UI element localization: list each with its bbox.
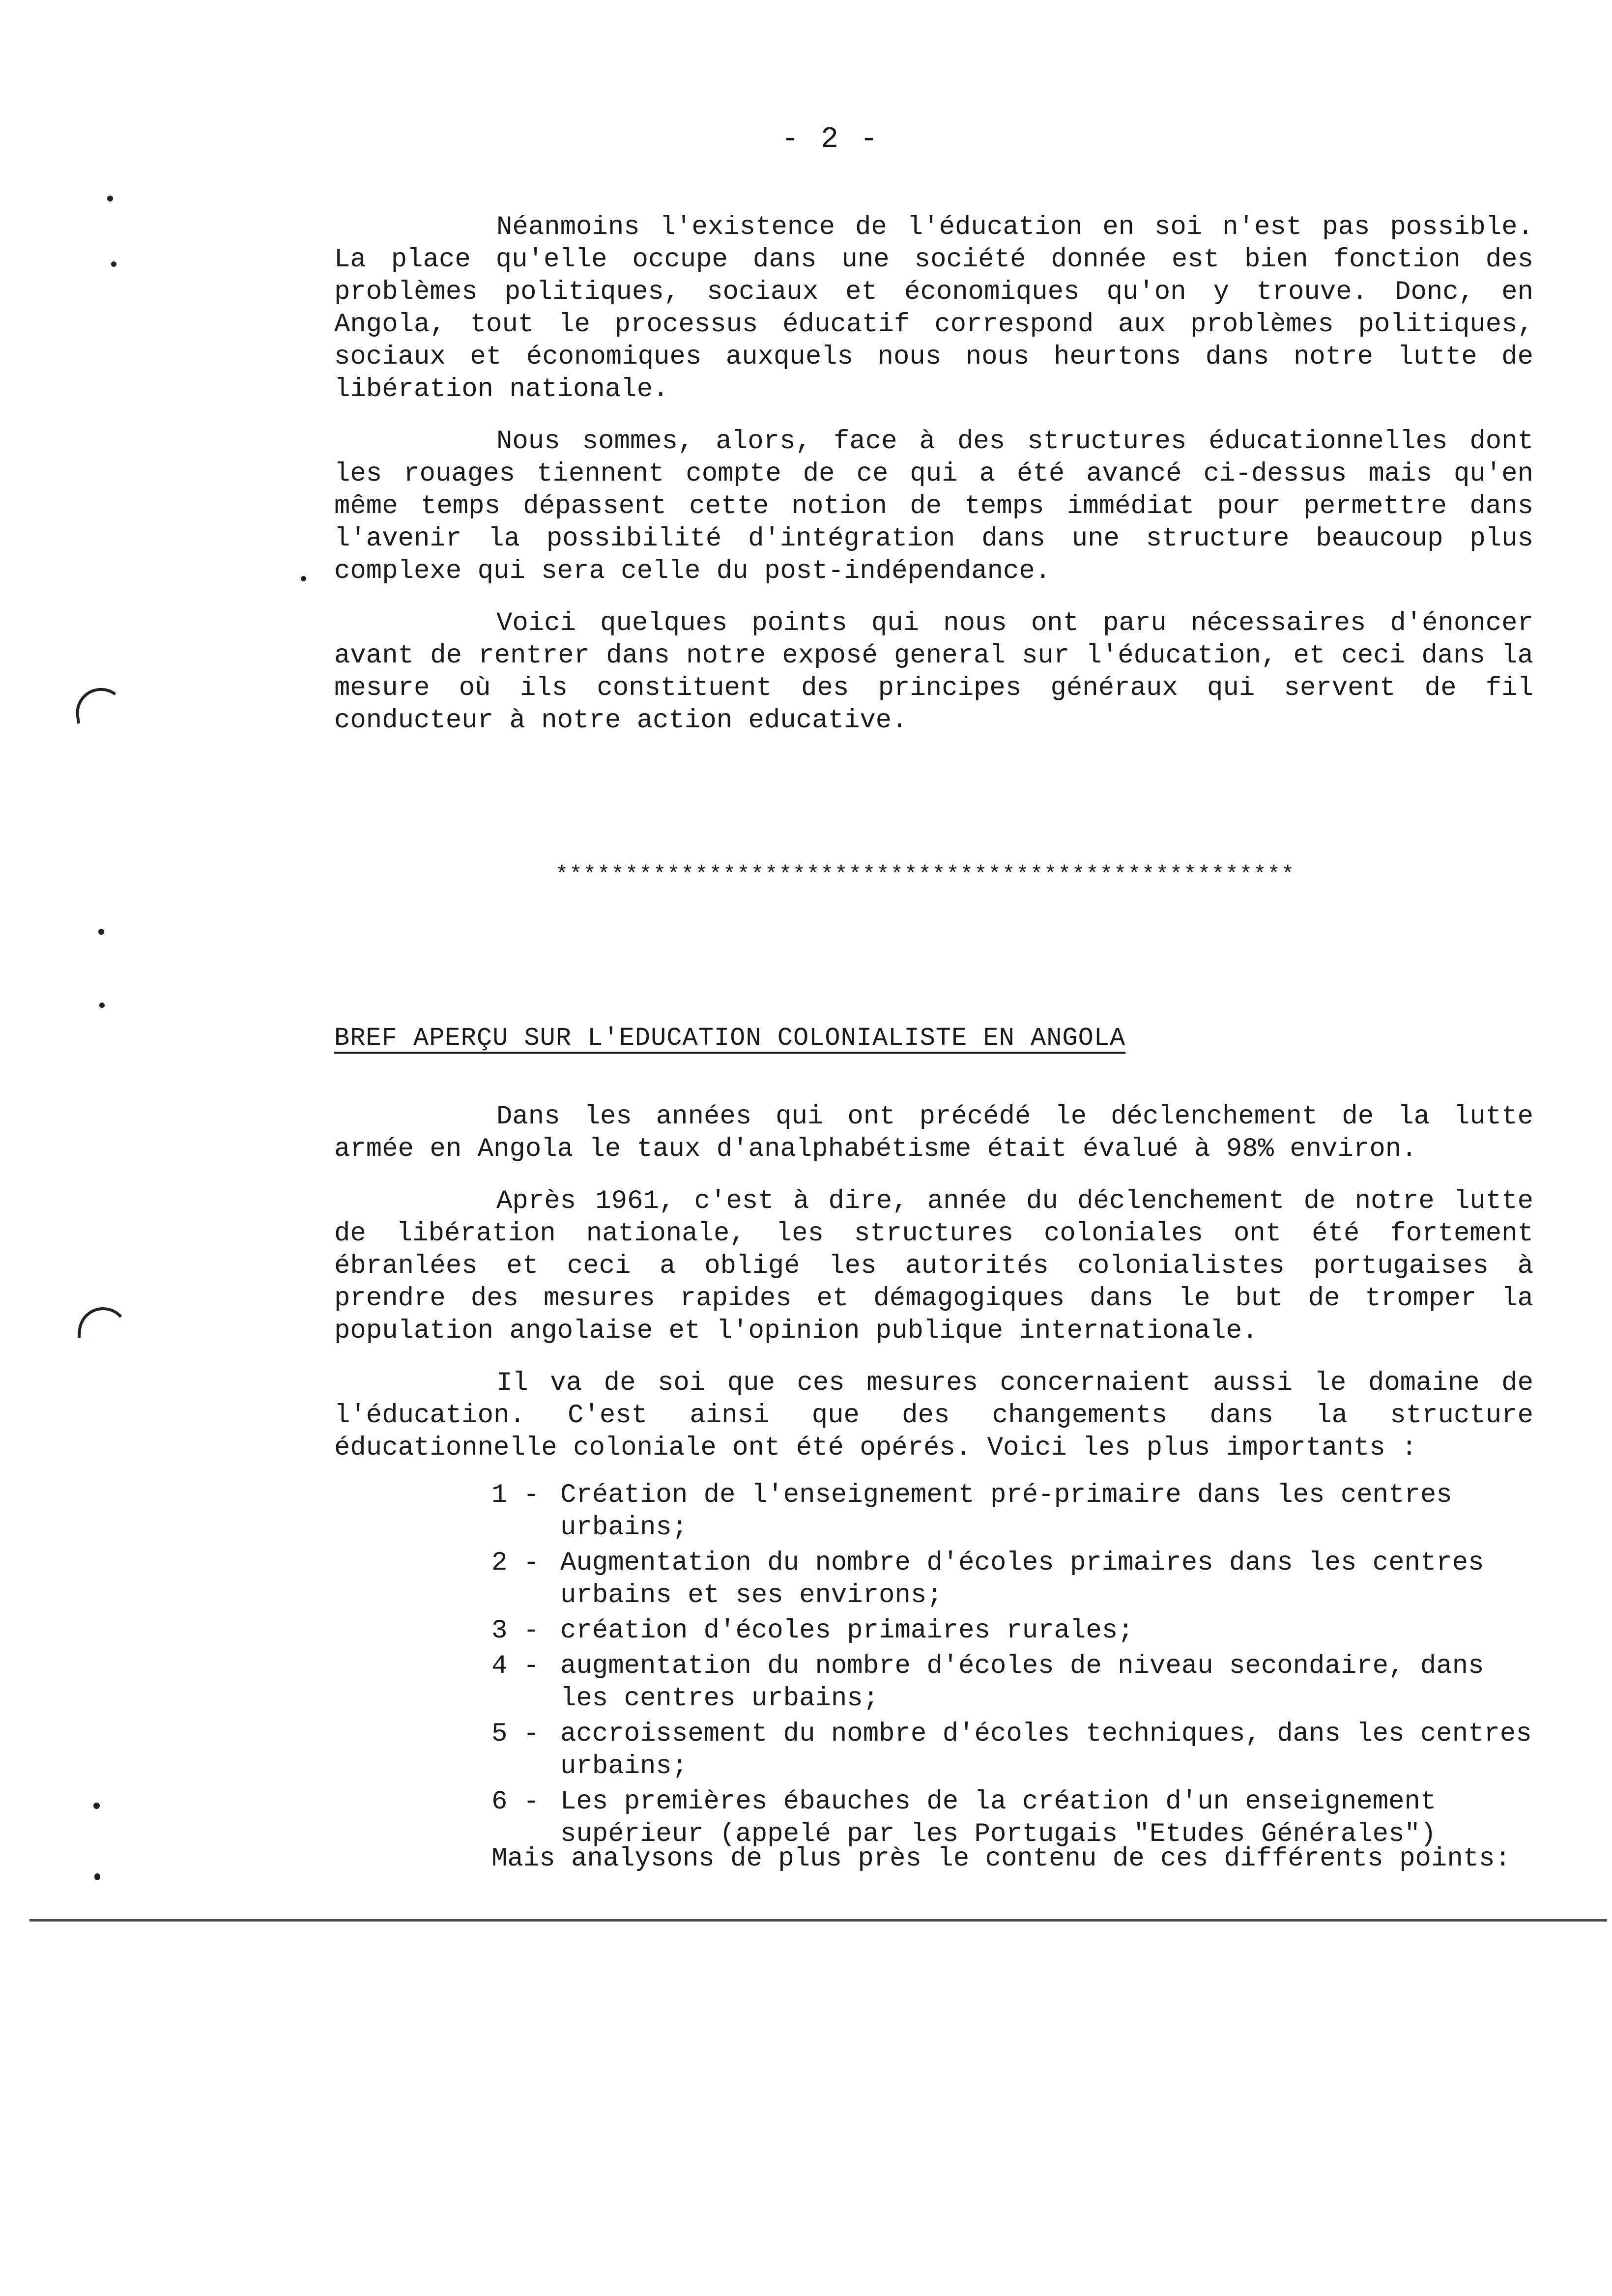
section-paragraph-1: Dans les années qui ont précédé le déclenchement de la lutte armée en Angola le taux d'analphabétisme était évalué à 98% environ. — [334, 1102, 1533, 1164]
list-item-text: Les premières ébauches de la création d'un enseignement supérieur (appelé par les Portugais "Etudes Générales") — [560, 1787, 1437, 1849]
section-text — [334, 1101, 1533, 1464]
list-item-text: Augmentation du nombre d'écoles primaires dans les centres urbains et ses environs; — [560, 1548, 1484, 1610]
margin-dot — [93, 1803, 100, 1809]
list-item — [491, 1718, 1533, 1783]
margin-dot — [99, 1003, 105, 1008]
section-title: BREF APERÇU SUR L'EDUCATION COLONIALISTE EN ANGOLA — [334, 1024, 1126, 1053]
list-item-text: Création de l'enseignement pré-primaire dans les centres urbains; — [560, 1480, 1452, 1543]
list-item-text: augmentation du nombre d'écoles de niveau secondaire, dans les centres urbains; — [560, 1651, 1484, 1714]
margin-dot — [301, 576, 306, 581]
list-item-number: 6 - — [491, 1787, 540, 1817]
margin-arc-mark — [73, 685, 127, 724]
bottom-rule — [29, 1919, 1607, 1922]
list-item — [491, 1479, 1533, 1544]
measures-list — [491, 1479, 1533, 1854]
margin-dot — [98, 929, 104, 935]
margin-arc-mark — [78, 1306, 130, 1342]
intro-paragraph-3: Voici quelques points qui nous ont paru nécessaires d'énoncer avant de rentrer dans notre exposé general sur l'éducation, et ceci dans la mesure où ils constituent des principes généraux qui servent de fil conducteur à notre action educative. — [334, 608, 1533, 736]
list-item-text: accroissement du nombre d'écoles techniques, dans les centres urbains; — [560, 1719, 1532, 1781]
margin-dot — [94, 1873, 100, 1880]
closing-line: Mais analysons de plus près le contenu de ces différents points: — [491, 1844, 1511, 1874]
intro-paragraph-1: Néanmoins l'existence de l'éducation en soi n'est pas possible. La place qu'elle occupe dans une société donnée est bien fonction des problèmes politiques, sociaux et économiques qu'on y trouve. Donc, en Angola, tout le processus éducatif correspond aux problèmes politiques, sociaux et économiques auxquels nous nous heurtons dans notre lutte de libération nationale. — [334, 212, 1533, 404]
list-item-text: création d'écoles primaires rurales; — [560, 1616, 1134, 1646]
list-item — [491, 1547, 1533, 1612]
section-paragraph-2: Après 1961, c'est à dire, année du déclenchement de notre lutte de libération nationale, les structures coloniales ont été fortement ébranlées et ceci a obligé les autorités colonialistes portugaises à prendre des mesures rapides et démagogiques dans le but de tromper la population angolaise et l'opinion publique internationale. — [334, 1186, 1533, 1346]
section-paragraph-3: Il va de soi que ces mesures concernaient aussi le domaine de l'éducation. C'est ainsi que des changements dans la structure éducationnelle coloniale ont été opérés. Voici les plus importants : — [334, 1368, 1533, 1463]
separator-asterisks: ***************************************************** — [555, 862, 1295, 887]
margin-dot — [107, 196, 113, 201]
page-number: - 2 - — [781, 123, 880, 156]
intro-text — [334, 211, 1533, 737]
intro-paragraph-2: Nous sommes, alors, face à des structures éducationnelles dont les rouages tiennent compte de ce qui a été avancé ci-dessus mais qu'en même temps dépassent cette notion de temps immédiat pour permettre dans l'avenir la possibilité d'intégration dans une structure beaucoup plus complexe qui sera celle du post-indépendance. — [334, 427, 1533, 586]
list-item-number: 1 - — [491, 1480, 540, 1510]
list-item-number: 4 - — [491, 1651, 540, 1681]
margin-dot — [111, 261, 116, 267]
list-item — [491, 1615, 1533, 1647]
list-item — [491, 1786, 1533, 1851]
list-item-number: 3 - — [491, 1616, 540, 1646]
list-item-number: 5 - — [491, 1719, 540, 1749]
list-item — [491, 1650, 1533, 1715]
list-item-number: 2 - — [491, 1548, 540, 1578]
